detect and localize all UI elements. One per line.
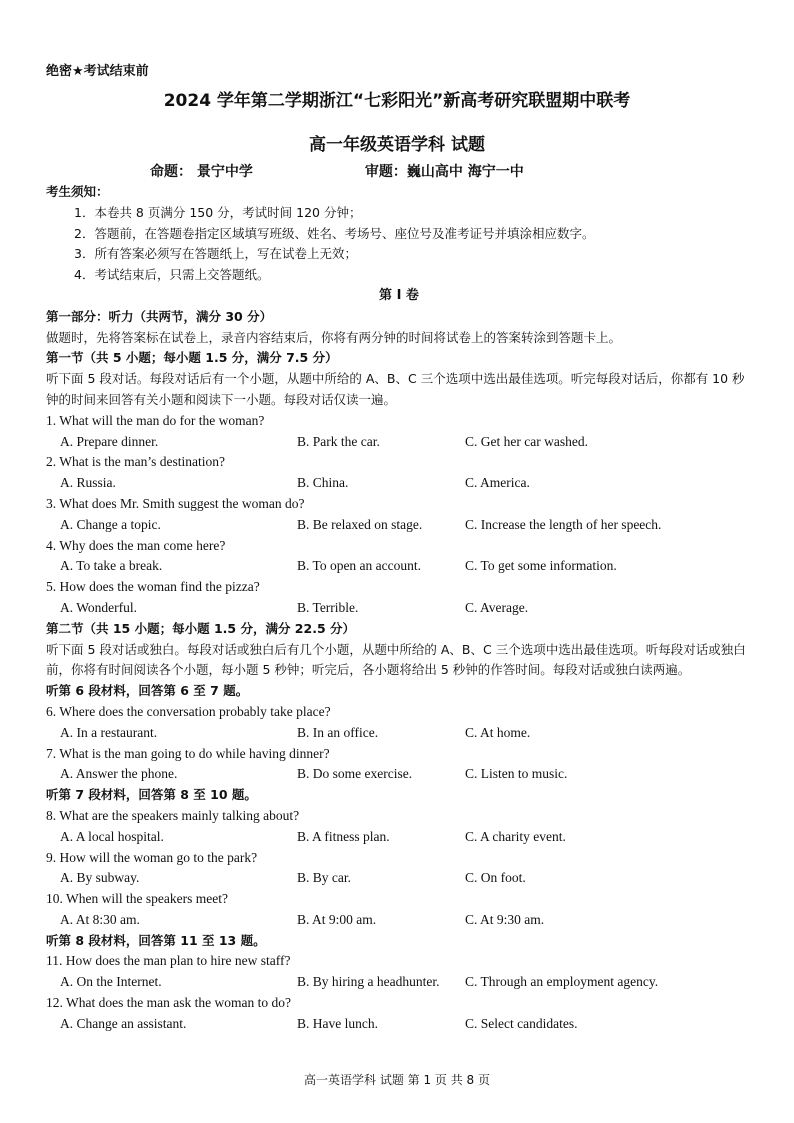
question-text: 9. How will the woman go to the park? [46, 849, 258, 865]
option-c: C. America. [465, 475, 530, 491]
exam-title: 2024 学年第二学期浙江“七彩阳光”新高考研究联盟期中联考 [163, 91, 631, 111]
option-b: B. By hiring a headhunter. [297, 974, 440, 990]
authors-line [150, 161, 710, 181]
question-options [46, 723, 752, 744]
part1-note: 做题时，先将答案标在试卷上，录音内容结束后，你将有两分钟的时间将试卷上的答案转涂到答题卡上。 [46, 329, 622, 345]
option-a: A. At 8:30 am. [60, 911, 140, 927]
question-options [46, 598, 752, 619]
confidential-label: 绝密★考试结束前 [46, 64, 149, 79]
question-options [46, 432, 752, 453]
option-b: B. By car. [297, 870, 351, 886]
option-a: A. Wonderful. [60, 599, 138, 615]
part1-heading: 第一部分：听力（共两节，满分 30 分） [46, 308, 273, 324]
option-b: B. To open an account. [297, 558, 422, 574]
option-c: C. Through an employment agency. [465, 974, 659, 990]
instruction-item: 4．考试结束后，只需上交答题纸。 [74, 267, 270, 283]
option-b: B. In an office. [297, 724, 379, 740]
option-c: C. To get some information. [465, 558, 617, 574]
section1-directions: 听下面 5 段对话。每段对话后有一个小题，从题中所给的 A、B、C 三个选项中选出最佳选项。听完每段对话后，你都有 10 秒钟的时间来回答有关小题和阅读下一小题。每段对话仅读一遍。 [46, 371, 745, 407]
question-text: 7. What is the man going to do while having dinner? [46, 745, 330, 761]
option-b: B. A fitness plan. [297, 828, 390, 844]
volume-heading: 第 I 卷 [379, 287, 419, 303]
question-text: 2. What is the man’s destination? [46, 454, 225, 470]
option-b: B. Have lunch. [297, 1015, 378, 1031]
question-text: 5. How does the woman find the pizza? [46, 579, 260, 595]
option-c: C. Get her car washed. [465, 433, 588, 449]
option-a: A. A local hospital. [60, 828, 164, 844]
question-options [46, 556, 752, 577]
question-options [46, 910, 752, 931]
question-text: 10. When will the speakers meet? [46, 891, 228, 907]
option-c: C. A charity event. [465, 828, 566, 844]
option-b: B. Park the car. [297, 433, 380, 449]
question-options [46, 827, 752, 848]
section2-heading: 第二节（共 15 小题；每小题 1.5 分，满分 22.5 分） [46, 620, 355, 636]
question-options [46, 972, 752, 993]
section2-directions: 听下面 5 段对话或独白。每段对话或独白后有几个小题，从题中所给的 A、B、C 三个选项中选出最佳选项。听每段对话或独白前，你将有时间阅读各个小题，每小题 5 秒钟；听完后，各小题将给出 5 秒钟的作答时间。每段对话或独白读两遍。 [46, 641, 746, 678]
section1-heading: 第一节（共 5 小题；每小题 1.5 分，满分 7.5 分） [46, 350, 338, 366]
question-options [46, 764, 752, 785]
question-options [46, 515, 752, 536]
instruction-item: 1．本卷共 8 页满分 150 分，考试时间 120 分钟； [74, 204, 362, 220]
instructions-heading: 考生须知： [46, 184, 109, 199]
option-a: A. To take a break. [60, 558, 163, 574]
instruction-item: 2．答题前，在答题卷指定区域填写班级、姓名、考场号、座位号及准考证号并填涂相应数字。 [74, 225, 595, 241]
option-c: C. Increase the length of her speech. [465, 516, 662, 532]
question-text: 6. Where does the conversation probably take place? [46, 703, 331, 719]
option-c: C. On foot. [465, 870, 526, 886]
option-a: A. Change an assistant. [60, 1015, 187, 1031]
option-b: B. Do some exercise. [297, 766, 413, 782]
option-c: C. Average. [465, 599, 529, 615]
option-a: A. Russia. [60, 475, 116, 491]
question-text: 12. What does the man ask the woman to do? [46, 995, 291, 1011]
option-b: B. Terrible. [297, 599, 359, 615]
exam-content [46, 182, 752, 1035]
option-b: B. Be relaxed on stage. [297, 516, 423, 532]
setter-text: 命题： 景宁中学 [150, 164, 253, 180]
option-a: A. Prepare dinner. [60, 433, 159, 449]
exam-subtitle: 高一年级英语学科 试题 [309, 135, 485, 155]
option-c: C. Listen to music. [465, 766, 568, 782]
group-heading: 听第 6 段材料，回答第 6 至 7 题。 [46, 683, 249, 699]
question-text: 8. What are the speakers mainly talking about? [46, 807, 300, 823]
group-heading: 听第 7 段材料，回答第 8 至 10 题。 [46, 787, 257, 803]
group-heading: 听第 8 段材料，回答第 11 至 13 题。 [46, 932, 266, 948]
option-c: C. At home. [465, 724, 531, 740]
page-footer: 高一英语学科 试题 第 1 页 共 8 页 [304, 1073, 490, 1087]
option-a: A. Answer the phone. [60, 766, 178, 782]
question-text: 11. How does the man plan to hire new staff? [46, 953, 291, 969]
question-options [46, 868, 752, 889]
option-b: B. At 9:00 am. [297, 911, 377, 927]
option-a: A. On the Internet. [60, 974, 162, 990]
option-a: A. Change a topic. [60, 516, 161, 532]
option-a: A. By subway. [60, 870, 140, 886]
option-a: A. In a restaurant. [60, 724, 158, 740]
question-options [46, 1014, 752, 1035]
question-text: 4. Why does the man come here? [46, 537, 226, 553]
question-text: 1. What will the man do for the woman? [46, 412, 265, 428]
question-text: 3. What does Mr. Smith suggest the woman do? [46, 495, 305, 511]
instruction-item: 3．所有答案必须写在答题纸上，写在试卷上无效； [74, 246, 357, 262]
option-c: C. At 9:30 am. [465, 911, 545, 927]
question-options [46, 473, 752, 494]
reviewer-text: 审题：巍山高中 海宁一中 [364, 164, 524, 180]
option-c: C. Select candidates. [465, 1015, 578, 1031]
option-b: B. China. [297, 475, 349, 491]
